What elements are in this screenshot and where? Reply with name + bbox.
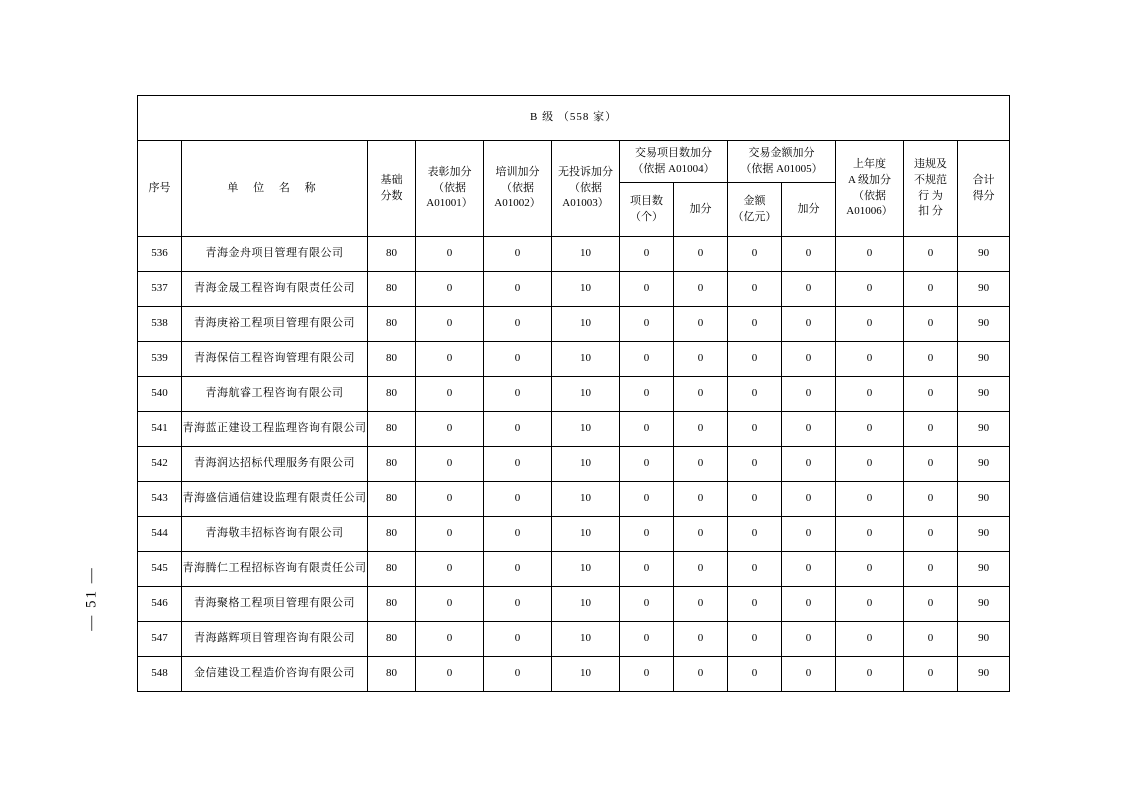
row-commend-bonus: 0 (416, 307, 484, 342)
row-training-bonus: 0 (484, 447, 552, 482)
row-trade-count-bonus: 0 (674, 517, 728, 552)
row-training-bonus: 0 (484, 412, 552, 447)
header-violation-l4: 扣 分 (918, 205, 943, 218)
row-last-year-bonus: 0 (836, 517, 904, 552)
row-violation-deduction: 0 (904, 342, 958, 377)
row-trade-amount-bonus: 0 (782, 482, 836, 517)
row-total-score: 90 (958, 412, 1010, 447)
row-violation-deduction: 0 (904, 307, 958, 342)
header-trade-count-number-l2: （个） (630, 210, 663, 223)
row-trade-amount-bonus: 0 (782, 237, 836, 272)
row-trade-amount-bonus: 0 (782, 587, 836, 622)
row-trade-amount: 0 (728, 657, 782, 692)
row-base-score: 80 (368, 342, 416, 377)
row-commend-bonus: 0 (416, 447, 484, 482)
row-trade-amount: 0 (728, 482, 782, 517)
header-row-group (138, 141, 1010, 183)
row-last-year-bonus: 0 (836, 237, 904, 272)
header-training-bonus (484, 141, 552, 237)
row-commend-bonus: 0 (416, 342, 484, 377)
row-violation-deduction: 0 (904, 517, 958, 552)
row-base-score: 80 (368, 622, 416, 657)
row-violation-deduction: 0 (904, 377, 958, 412)
header-base-score (368, 141, 416, 237)
row-unit-name: 青海蓝正建设工程监理咨询有限公司 (182, 412, 368, 447)
row-trade-amount-bonus: 0 (782, 412, 836, 447)
row-total-score: 90 (958, 307, 1010, 342)
row-training-bonus: 0 (484, 307, 552, 342)
grade-table (137, 95, 1010, 692)
row-total-score: 90 (958, 657, 1010, 692)
row-last-year-bonus: 0 (836, 447, 904, 482)
row-no-complaint-bonus: 10 (552, 307, 620, 342)
row-commend-bonus: 0 (416, 482, 484, 517)
row-unit-name: 青海庚裕工程项目管理有限公司 (182, 307, 368, 342)
row-violation-deduction: 0 (904, 552, 958, 587)
table-row (138, 622, 1010, 657)
row-total-score: 90 (958, 517, 1010, 552)
row-trade-count: 0 (620, 237, 674, 272)
row-no-complaint-bonus: 10 (552, 342, 620, 377)
row-no-complaint-bonus: 10 (552, 412, 620, 447)
row-no-complaint-bonus: 10 (552, 587, 620, 622)
row-trade-amount-bonus: 0 (782, 307, 836, 342)
row-unit-name: 青海盛信通信建设监理有限责任公司 (182, 482, 368, 517)
row-base-score: 80 (368, 447, 416, 482)
header-no-complaint-bonus-l3: A01003） (562, 197, 609, 210)
row-base-score: 80 (368, 482, 416, 517)
row-seq: 538 (138, 307, 182, 342)
row-commend-bonus: 0 (416, 272, 484, 307)
header-total-l2: 得分 (972, 189, 995, 202)
header-seq-label: 序号 (148, 181, 171, 194)
row-last-year-bonus: 0 (836, 412, 904, 447)
row-commend-bonus: 0 (416, 552, 484, 587)
header-trade-count-group (620, 141, 728, 183)
table-row (138, 412, 1010, 447)
row-seq: 539 (138, 342, 182, 377)
row-trade-count-bonus: 0 (674, 412, 728, 447)
row-trade-count: 0 (620, 587, 674, 622)
table-row (138, 342, 1010, 377)
grade-table-container (137, 95, 995, 692)
row-trade-count: 0 (620, 657, 674, 692)
row-violation-deduction: 0 (904, 272, 958, 307)
row-no-complaint-bonus: 10 (552, 272, 620, 307)
row-total-score: 90 (958, 587, 1010, 622)
row-seq: 543 (138, 482, 182, 517)
row-commend-bonus: 0 (416, 377, 484, 412)
header-no-complaint-bonus-l2: （依据 (569, 181, 602, 194)
header-trade-count-number (620, 183, 674, 237)
row-trade-count: 0 (620, 482, 674, 517)
table-row (138, 447, 1010, 482)
header-unit-name-label: 单 位 名 称 (227, 181, 322, 194)
row-trade-amount: 0 (728, 587, 782, 622)
header-training-bonus-l2: （依据 (501, 181, 534, 194)
row-seq: 546 (138, 587, 182, 622)
header-trade-amount-number-l1: 金额 (743, 194, 766, 207)
row-no-complaint-bonus: 10 (552, 237, 620, 272)
row-base-score: 80 (368, 552, 416, 587)
row-no-complaint-bonus: 10 (552, 552, 620, 587)
row-total-score: 90 (958, 272, 1010, 307)
row-last-year-bonus: 0 (836, 377, 904, 412)
table-title: B 级 （558 家） (138, 96, 1010, 141)
header-trade-count-group-l1: 交易项目数加分 (635, 146, 712, 159)
row-unit-name: 青海敬丰招标咨询有限公司 (182, 517, 368, 552)
row-no-complaint-bonus: 10 (552, 482, 620, 517)
row-unit-name: 青海聚格工程项目管理有限公司 (182, 587, 368, 622)
row-last-year-bonus: 0 (836, 587, 904, 622)
row-violation-deduction: 0 (904, 622, 958, 657)
header-trade-amount-group (728, 141, 836, 183)
row-trade-amount-bonus: 0 (782, 342, 836, 377)
row-trade-amount-bonus: 0 (782, 272, 836, 307)
header-last-year-a-l2: A 级加分 (847, 173, 892, 186)
table-body (138, 237, 1010, 692)
header-violation (904, 141, 958, 237)
header-base-score-l2: 分数 (380, 189, 403, 202)
row-training-bonus: 0 (484, 377, 552, 412)
header-violation-l1: 违规及 (914, 157, 947, 170)
row-seq: 547 (138, 622, 182, 657)
row-unit-name: 青海保信工程咨询管理有限公司 (182, 342, 368, 377)
row-trade-count-bonus: 0 (674, 482, 728, 517)
table-row (138, 377, 1010, 412)
row-trade-amount: 0 (728, 237, 782, 272)
header-trade-amount-bonus: 加分 (782, 183, 836, 237)
row-training-bonus: 0 (484, 272, 552, 307)
row-total-score: 90 (958, 622, 1010, 657)
header-commend-bonus-l3: A01001） (426, 197, 473, 210)
header-unit-name (182, 141, 368, 237)
header-last-year-a-l3: （依据 (853, 189, 886, 202)
row-base-score: 80 (368, 517, 416, 552)
row-training-bonus: 0 (484, 342, 552, 377)
row-violation-deduction: 0 (904, 447, 958, 482)
row-trade-amount-bonus: 0 (782, 657, 836, 692)
table-row (138, 237, 1010, 272)
row-violation-deduction: 0 (904, 237, 958, 272)
row-total-score: 90 (958, 552, 1010, 587)
row-trade-count-bonus: 0 (674, 622, 728, 657)
row-trade-amount: 0 (728, 447, 782, 482)
row-total-score: 90 (958, 482, 1010, 517)
row-no-complaint-bonus: 10 (552, 517, 620, 552)
row-unit-name: 青海润达招标代理服务有限公司 (182, 447, 368, 482)
row-base-score: 80 (368, 237, 416, 272)
row-commend-bonus: 0 (416, 517, 484, 552)
row-violation-deduction: 0 (904, 412, 958, 447)
table-title-row (138, 96, 1010, 141)
row-trade-count-bonus: 0 (674, 307, 728, 342)
row-no-complaint-bonus: 10 (552, 622, 620, 657)
row-last-year-bonus: 0 (836, 657, 904, 692)
row-training-bonus: 0 (484, 587, 552, 622)
row-seq: 540 (138, 377, 182, 412)
row-last-year-bonus: 0 (836, 622, 904, 657)
row-trade-count: 0 (620, 272, 674, 307)
table-row (138, 517, 1010, 552)
row-seq: 548 (138, 657, 182, 692)
row-trade-count-bonus: 0 (674, 377, 728, 412)
row-trade-amount-bonus: 0 (782, 622, 836, 657)
header-trade-amount-group-l2: （依据 A01005） (740, 162, 823, 175)
table-row (138, 657, 1010, 692)
header-commend-bonus-l1: 表彰加分 (427, 165, 472, 178)
header-training-bonus-l3: A01002） (494, 197, 541, 210)
header-commend-bonus (416, 141, 484, 237)
header-trade-count-bonus: 加分 (674, 183, 728, 237)
row-trade-amount: 0 (728, 307, 782, 342)
row-total-score: 90 (958, 237, 1010, 272)
row-unit-name: 青海腾仁工程招标咨询有限责任公司 (182, 552, 368, 587)
row-trade-amount-bonus: 0 (782, 552, 836, 587)
row-trade-count-bonus: 0 (674, 587, 728, 622)
row-base-score: 80 (368, 412, 416, 447)
header-trade-count-number-l1: 项目数 (630, 194, 663, 207)
row-trade-amount-bonus: 0 (782, 377, 836, 412)
row-trade-amount: 0 (728, 342, 782, 377)
header-trade-count-group-l2: （依据 A01004） (632, 162, 715, 175)
header-total (958, 141, 1010, 237)
row-base-score: 80 (368, 657, 416, 692)
row-last-year-bonus: 0 (836, 552, 904, 587)
row-commend-bonus: 0 (416, 622, 484, 657)
row-seq: 544 (138, 517, 182, 552)
table-row (138, 587, 1010, 622)
row-trade-count: 0 (620, 447, 674, 482)
page-number: — 51 — (83, 566, 100, 631)
header-last-year-a (836, 141, 904, 237)
row-trade-amount: 0 (728, 552, 782, 587)
row-trade-count: 0 (620, 412, 674, 447)
row-trade-count-bonus: 0 (674, 552, 728, 587)
row-last-year-bonus: 0 (836, 307, 904, 342)
row-unit-name: 青海蕗辉项目管理咨询有限公司 (182, 622, 368, 657)
header-base-score-l1: 基础 (380, 173, 403, 186)
row-trade-count-bonus: 0 (674, 237, 728, 272)
row-trade-count: 0 (620, 307, 674, 342)
row-unit-name: 青海金晟工程咨询有限责任公司 (182, 272, 368, 307)
header-total-l1: 合计 (972, 173, 995, 186)
row-commend-bonus: 0 (416, 237, 484, 272)
row-trade-count: 0 (620, 342, 674, 377)
row-base-score: 80 (368, 272, 416, 307)
row-trade-amount: 0 (728, 272, 782, 307)
header-trade-amount-number (728, 183, 782, 237)
row-trade-count-bonus: 0 (674, 657, 728, 692)
table-row (138, 307, 1010, 342)
header-seq (138, 141, 182, 237)
row-last-year-bonus: 0 (836, 482, 904, 517)
row-trade-amount-bonus: 0 (782, 517, 836, 552)
row-last-year-bonus: 0 (836, 272, 904, 307)
row-base-score: 80 (368, 377, 416, 412)
row-total-score: 90 (958, 342, 1010, 377)
header-no-complaint-bonus-l1: 无投诉加分 (558, 165, 613, 178)
row-unit-name: 青海金舟项目管理有限公司 (182, 237, 368, 272)
row-trade-count-bonus: 0 (674, 342, 728, 377)
header-last-year-a-l4: A01006） (846, 205, 893, 218)
row-base-score: 80 (368, 307, 416, 342)
row-trade-count: 0 (620, 377, 674, 412)
header-violation-l2: 不规范 (914, 173, 947, 186)
header-last-year-a-l1: 上年度 (853, 157, 886, 170)
row-seq: 536 (138, 237, 182, 272)
header-no-complaint-bonus (552, 141, 620, 237)
header-violation-l3: 行 为 (918, 189, 943, 202)
row-training-bonus: 0 (484, 237, 552, 272)
row-total-score: 90 (958, 377, 1010, 412)
header-training-bonus-l1: 培训加分 (495, 165, 540, 178)
row-seq: 541 (138, 412, 182, 447)
row-trade-count: 0 (620, 517, 674, 552)
row-violation-deduction: 0 (904, 587, 958, 622)
row-no-complaint-bonus: 10 (552, 377, 620, 412)
row-violation-deduction: 0 (904, 657, 958, 692)
row-training-bonus: 0 (484, 517, 552, 552)
row-no-complaint-bonus: 10 (552, 447, 620, 482)
row-trade-count-bonus: 0 (674, 272, 728, 307)
row-training-bonus: 0 (484, 552, 552, 587)
table-row (138, 272, 1010, 307)
row-trade-count-bonus: 0 (674, 447, 728, 482)
table-row (138, 552, 1010, 587)
header-commend-bonus-l2: （依据 (433, 181, 466, 194)
row-commend-bonus: 0 (416, 412, 484, 447)
row-commend-bonus: 0 (416, 657, 484, 692)
header-trade-amount-number-l2: （亿元） (732, 210, 777, 223)
row-training-bonus: 0 (484, 657, 552, 692)
row-last-year-bonus: 0 (836, 342, 904, 377)
row-seq: 542 (138, 447, 182, 482)
row-unit-name: 金信建设工程造价咨询有限公司 (182, 657, 368, 692)
row-trade-amount: 0 (728, 377, 782, 412)
row-violation-deduction: 0 (904, 482, 958, 517)
table-row (138, 482, 1010, 517)
row-base-score: 80 (368, 587, 416, 622)
row-trade-count: 0 (620, 552, 674, 587)
row-no-complaint-bonus: 10 (552, 657, 620, 692)
row-trade-amount: 0 (728, 517, 782, 552)
row-trade-amount: 0 (728, 622, 782, 657)
row-seq: 537 (138, 272, 182, 307)
row-trade-count: 0 (620, 622, 674, 657)
row-commend-bonus: 0 (416, 587, 484, 622)
header-trade-amount-group-l1: 交易金额加分 (748, 146, 815, 159)
row-training-bonus: 0 (484, 622, 552, 657)
row-unit-name: 青海航睿工程咨询有限公司 (182, 377, 368, 412)
row-training-bonus: 0 (484, 482, 552, 517)
row-total-score: 90 (958, 447, 1010, 482)
row-trade-amount-bonus: 0 (782, 447, 836, 482)
row-trade-amount: 0 (728, 412, 782, 447)
row-seq: 545 (138, 552, 182, 587)
